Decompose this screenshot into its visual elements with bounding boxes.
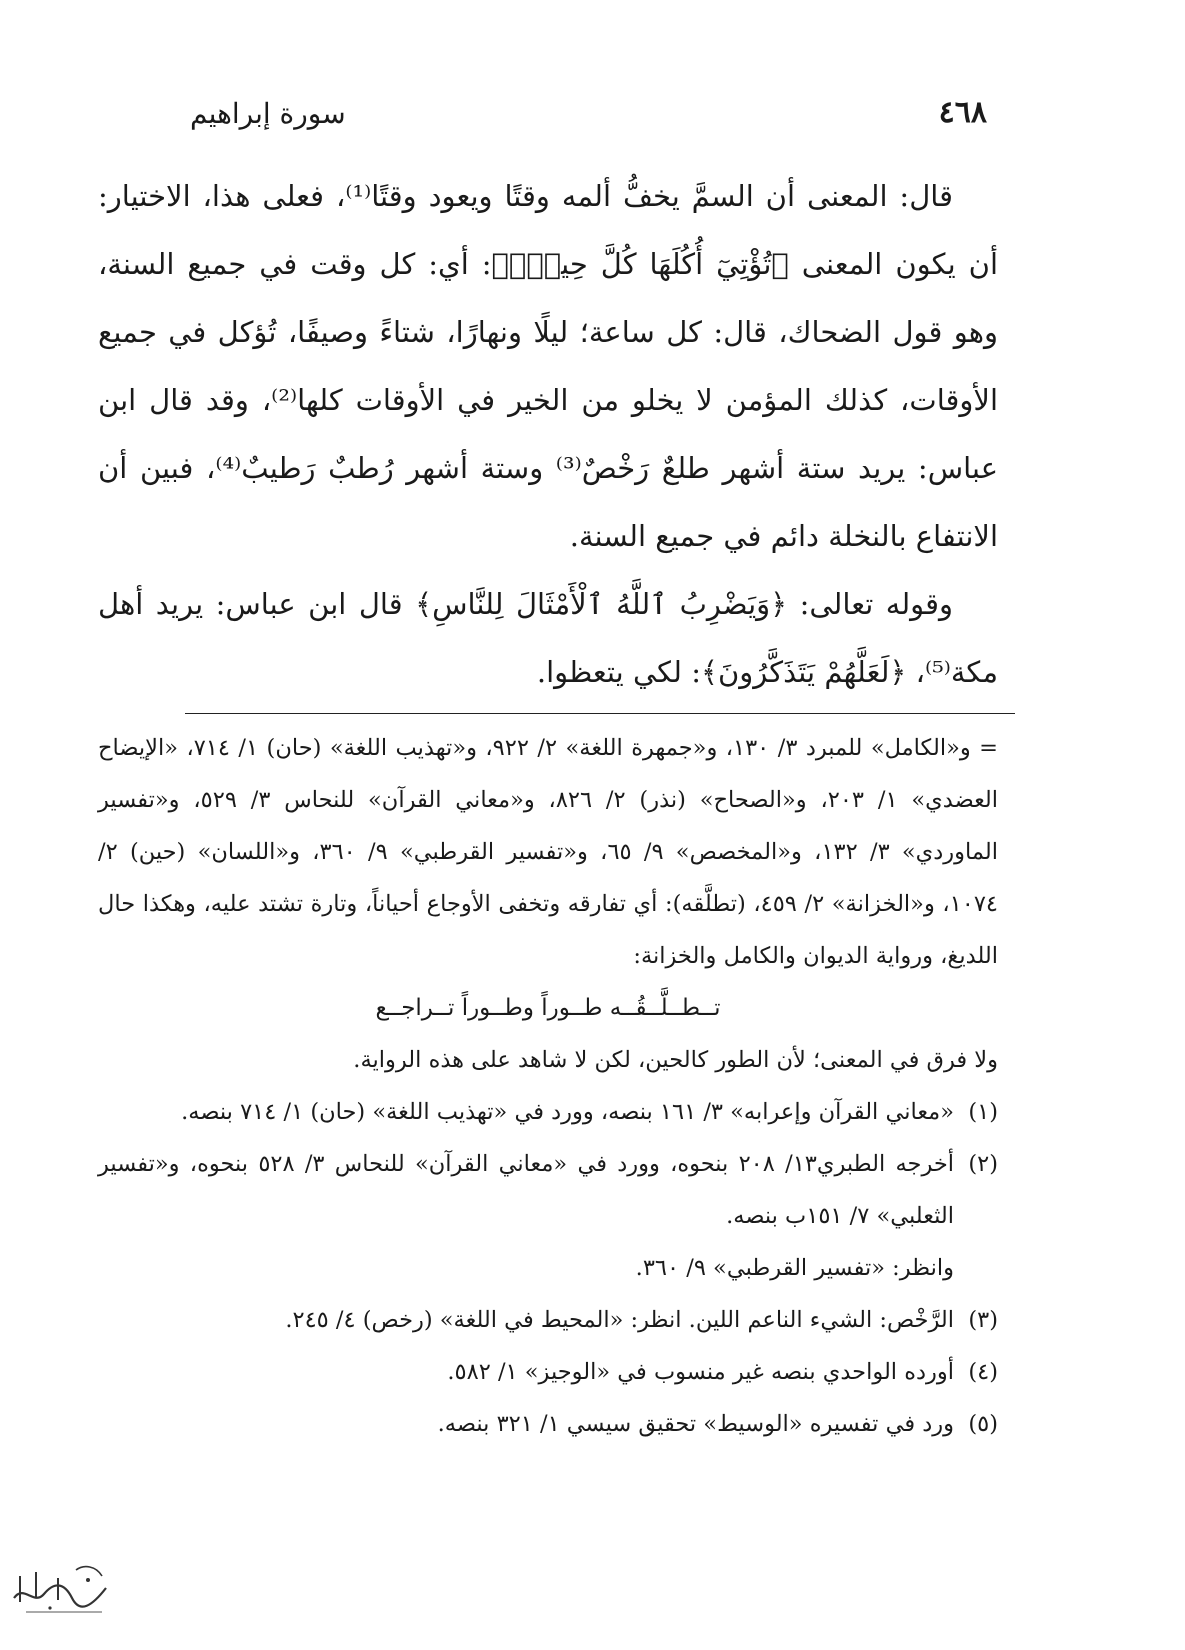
footnote-4	[98, 1346, 998, 1398]
watermark-logo	[6, 1554, 116, 1620]
main-text	[98, 162, 998, 706]
footnote-body	[98, 1294, 954, 1346]
page-number: ٤٦٨	[938, 95, 987, 130]
footnote-text: أخرجه الطبري١٣/ ٢٠٨ بنحوه، وورد في «معاني القرآن» للنحاس ٣/ ٥٢٨ بنحوه، و«تفسير الثعلبي» ٧/ ١٥١ب بنصه.	[98, 1151, 955, 1229]
footnote-number: (٤)	[968, 1359, 998, 1385]
footnotes	[98, 722, 998, 1450]
footnote-text: ورد في تفسيره «الوسيط» تحقيق سيسي ١/ ٣٢١ بنصه.	[437, 1411, 954, 1437]
footnote-3	[98, 1294, 998, 1346]
footnote-continuation-text: ولا فرق في المعنى؛ لأن الطور كالحين، لكن لا شاهد على هذه الرواية.	[353, 1047, 998, 1073]
footnote-body	[98, 1346, 954, 1398]
footnote-continuation-text: = و«الكامل» للمبرد ٣/ ١٣٠، و«جمهرة اللغة» ٢/ ٩٢٢، و«تهذيب اللغة» (حان) ١/ ٧١٤، «الإيضاح العضدي» ١/ ٢٠٣، و«الصحاح» (نذر) ٢/ ٨٢٦، و«معاني القرآن» للنحاس ٣/ ٥٢٩، و«تفسير الماوردي» ٣/ ١٣٢، و«المخصص» ٩/ ٦٥، و«تفسير القرطبي» ٩/ ٣٦٠، و«اللسان» (حين) ٢/ ١٠٧٤، و«الخزانة» ٢/ ٤٥٩، (تطلَّقه): أي تفارقه وتخفى الأوجاع أحياناً، وتارة تشتد عليه، وهكذا حال اللديغ، ورواية الديوان والكامل والخزانة:	[98, 735, 999, 969]
footnote-continuation	[98, 722, 998, 1086]
footnote-number: (٥)	[968, 1411, 998, 1437]
footnote-text: وانظر: «تفسير القرطبي» ٩/ ٣٦٠.	[635, 1255, 954, 1281]
footnote-body	[98, 1086, 954, 1138]
footnote-body	[98, 1138, 954, 1294]
footnote-number: (٣)	[968, 1307, 998, 1333]
main-paragraph: وقوله تعالى: ﴿وَيَضْرِبُ ٱللَّهُ ٱلْأَمْثَالَ لِلنَّاسِ﴾ قال ابن عباس: يريد أهل مكة⁽⁵⁾، ﴿لَعَلَّهُمْ يَتَذَكَّرُونَ﴾: لكي يتعظوا.	[98, 587, 998, 689]
poetry-verse: تــطــلَّــقُــه طــوراً وطــوراً تــراجــع	[375, 995, 721, 1021]
footnote-2	[98, 1138, 998, 1294]
footnote-text: الرَّخْص: الشيء الناعم اللين. انظر: «المحيط في اللغة» (رخص) ٤/ ٢٤٥.	[285, 1307, 954, 1333]
footnote-text: «معاني القرآن وإعرابه» ٣/ ١٦١ بنصه، وورد في «تهذيب اللغة» (حان) ١/ ٧١٤ بنصه.	[181, 1099, 954, 1125]
footnote-text: أورده الواحدي بنصه غير منسوب في «الوجيز» ١/ ٥٨٢.	[447, 1359, 954, 1385]
surah-title: سورة إبراهيم	[190, 97, 346, 130]
running-head	[190, 78, 987, 128]
main-paragraph: قال: المعنى أن السمَّ يخفُّ ألمه وقتًا ويعود وقتًا⁽¹⁾، فعلى هذا، الاختيار: أن يكون المعنى ﴿تُؤْتِيٓ أُكُلَهَا كُلَّ حِينٍۭ﴾: أي: كل وقت في جميع السنة، وهو قول الضحاك، قال: كل ساعة؛ ليلًا ونهارًا، شتاءً وصيفًا، تُؤكل في جميع الأوقات، كذلك المؤمن لا يخلو من الخير في الأوقات كلها⁽²⁾، وقد قال ابن عباس: يريد ستة أشهر طلعٌ رَخْصٌ⁽³⁾ وستة أشهر رُطبٌ رَطيبٌ⁽⁴⁾، فبين أن الانتفاع بالنخلة دائم في جميع السنة.	[98, 179, 999, 553]
footnote-number: (١)	[968, 1099, 998, 1125]
footnote-number: (٢)	[968, 1151, 998, 1177]
footnote-1	[98, 1086, 998, 1138]
footnote-5	[98, 1398, 998, 1450]
footnote-body	[98, 1398, 954, 1450]
footnote-separator	[185, 713, 1015, 714]
